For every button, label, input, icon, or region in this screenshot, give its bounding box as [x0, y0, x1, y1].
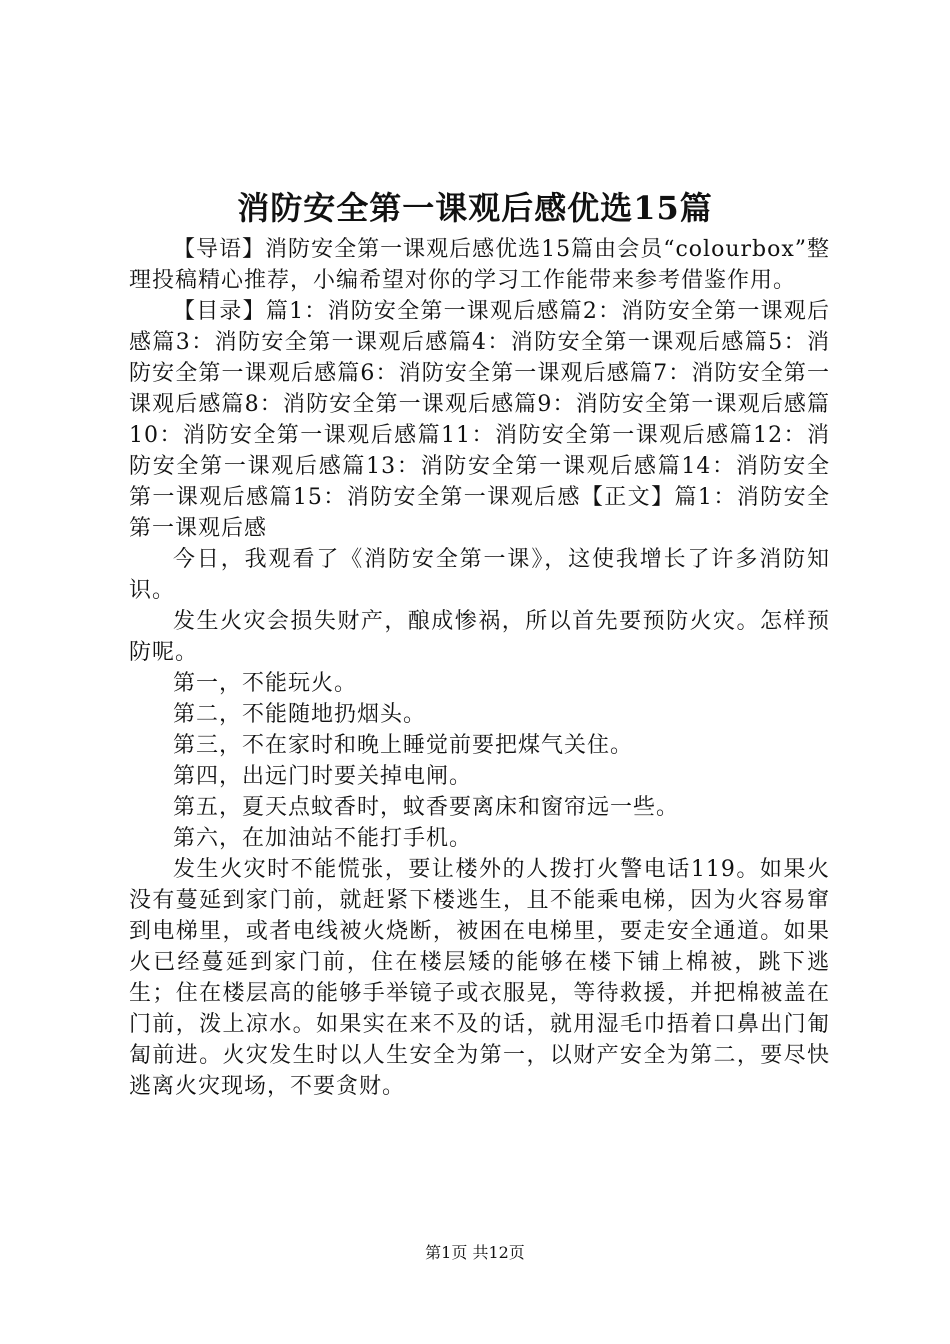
paragraph-toc: 【目录】篇1：消防安全第一课观后感篇2：消防安全第一课观后感篇3：消防安全第一课观后感篇4：消防安全第一课观后感篇5：消防安全第一课观后感篇6：消防安全第一课观后感篇7：消防安全第一课观后感篇8：消防安全第一课观后感篇9：消防安全第一课观后感篇10：消防安全第一课观后感篇11：消防安全第一课观后感篇12：消防安全第一课观后感篇13：消防安全第一课观后感篇14：消防安全第一课观后感篇15：消防安全第一课观后感【正文】篇1：消防安全第一课观后感: [129, 299, 830, 541]
list-item-second: 第二，不能随地扔烟头。: [173, 702, 427, 727]
paragraph-intro: 【导语】消防安全第一课观后感优选15篇由会员“colourbox”整理投稿精心推荐，小编希望对你的学习工作能带来参考借鉴作用。: [129, 237, 830, 293]
page-footer: 第1页 共12页: [425, 1243, 525, 1262]
list-item-third: 第三，不在家时和晚上睡觉前要把煤气关住。: [173, 733, 634, 758]
list-item-fifth: 第五，夏天点蚊香时，蚊香要离床和窗帘远一些。: [173, 795, 680, 820]
paragraph-prevention: 发生火灾会损失财产，酿成惨祸，所以首先要预防火灾。怎样预防呢。: [129, 609, 830, 665]
paragraph-escape: 发生火灾时不能慌张，要让楼外的人拨打火警电话119。如果火没有蔓延到家门前，就赶紧下楼逃生，且不能乘电梯，因为火容易窜到电梯里，或者电线被火烧断，被困在电梯里，要走安全通道。如果火已经蔓延到家门前，住在楼层矮的能够在楼下铺上棉被，跳下逃生；住在楼层高的能够手举镜子或衣服晃，等待救援，并把棉被盖在门前，泼上凉水。如果实在来不及的话，就用湿毛巾捂着口鼻出门匍匐前进。火灾发生时以人生安全为第一，以财产安全为第二，要尽快逃离火灾现场，不要贪财。: [129, 857, 830, 1099]
paragraph-opening: 今日，我观看了《消防安全第一课》，这使我增长了许多消防知识。: [129, 547, 830, 603]
list-item-first: 第一，不能玩火。: [173, 671, 358, 696]
list-item-fourth: 第四，出远门时要关掉电闸。: [173, 764, 473, 789]
list-item-sixth: 第六，在加油站不能打手机。: [173, 826, 473, 851]
document-body: [129, 234, 830, 1102]
document-title: 消防安全第一课观后感优选15篇: [237, 189, 713, 227]
